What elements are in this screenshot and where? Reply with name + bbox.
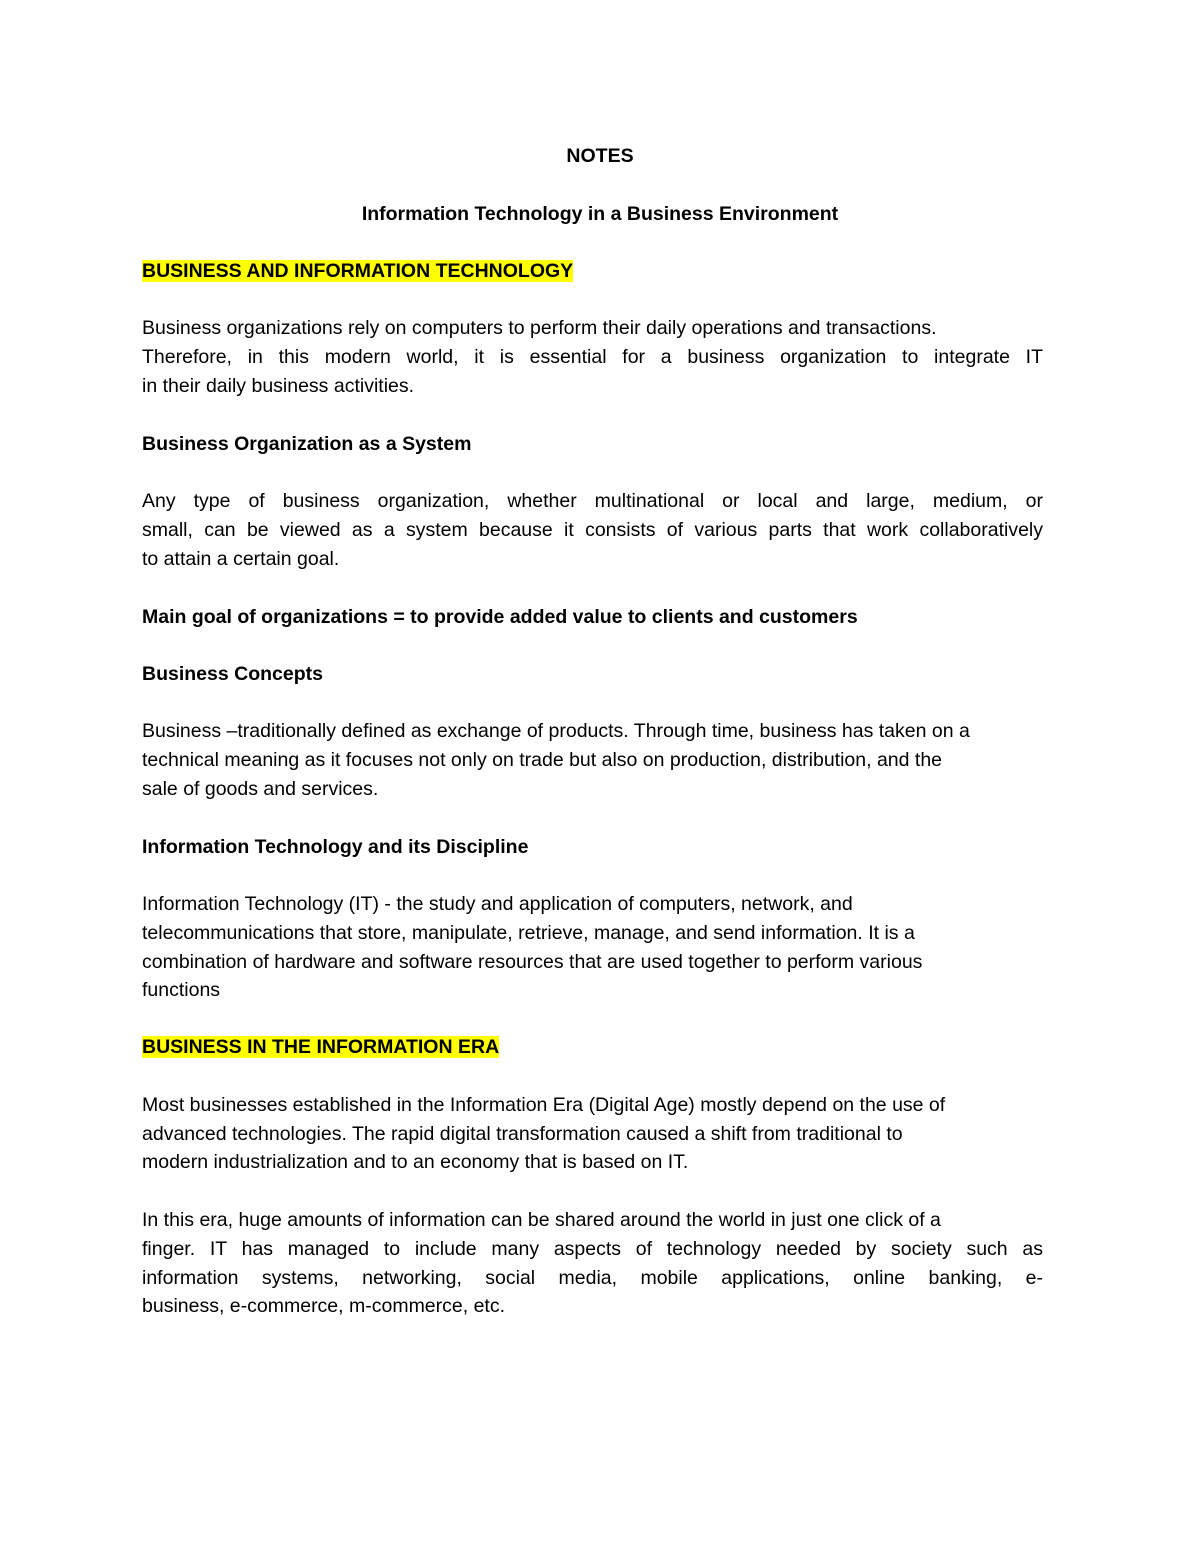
paragraph-line: advanced technologies. The rapid digital transformation caused a shift from traditional to (142, 1123, 903, 1145)
paragraph-line: to attain a certain goal. (142, 548, 340, 570)
subheading-business-organization-system: Business Organization as a System (142, 433, 472, 455)
paragraph-line: Therefore, in this modern world, it is essential for a business organization to integrate IT (142, 346, 1043, 368)
paragraph-line: sale of goods and services. (142, 778, 379, 800)
main-goal-statement: Main goal of organizations = to provide added value to clients and customers (142, 606, 858, 628)
paragraph-line: combination of hardware and software resources that are used together to perform various (142, 951, 923, 973)
paragraph-line: Any type of business organization, whether multinational or local and large, medium, or (142, 490, 1043, 512)
paragraph-line: technical meaning as it focuses not only on trade but also on production, distribution, and the (142, 749, 943, 771)
paragraph-line: in their daily business activities. (142, 375, 415, 397)
subheading-it-discipline: Information Technology and its Discipline (142, 836, 529, 858)
paragraph-line: functions (142, 979, 221, 1001)
paragraph-line: In this era, huge amounts of information can be shared around the world in just one click of a (142, 1209, 941, 1231)
paragraph-line: Business –traditionally defined as exchange of products. Through time, business has taken on a (142, 720, 970, 742)
section-heading-information-era (142, 1033, 499, 1061)
paragraph-line: finger. IT has managed to include many aspects of technology needed by society such as (142, 1238, 1043, 1260)
highlighted-heading-text: BUSINESS IN THE INFORMATION ERA (142, 1036, 500, 1058)
paragraph-line: business, e-commerce, m-commerce, etc. (142, 1295, 506, 1317)
highlighted-heading-text: BUSINESS AND INFORMATION TECHNOLOGY (142, 260, 574, 282)
subheading-business-concepts: Business Concepts (142, 663, 323, 685)
paragraph-line: telecommunications that store, manipulate, retrieve, manage, and send information. It is a (142, 922, 915, 944)
paragraph-line: modern industrialization and to an economy that is based on IT. (142, 1151, 689, 1173)
paragraph-line: Business organizations rely on computers to perform their daily operations and transactions. (142, 317, 937, 339)
document-title: NOTES (566, 145, 634, 167)
document-subtitle: Information Technology in a Business Environment (361, 203, 839, 225)
paragraph-line: small, can be viewed as a system because it consists of various parts that work collaboratively (142, 519, 1043, 541)
paragraph-line: information systems, networking, social media, mobile applications, online banking, e- (142, 1267, 1043, 1289)
section-heading-business-it (142, 257, 573, 285)
paragraph-line: Most businesses established in the Information Era (Digital Age) mostly depend on the use of (142, 1094, 946, 1116)
paragraph-line: Information Technology (IT) - the study and application of computers, network, and (142, 893, 853, 915)
